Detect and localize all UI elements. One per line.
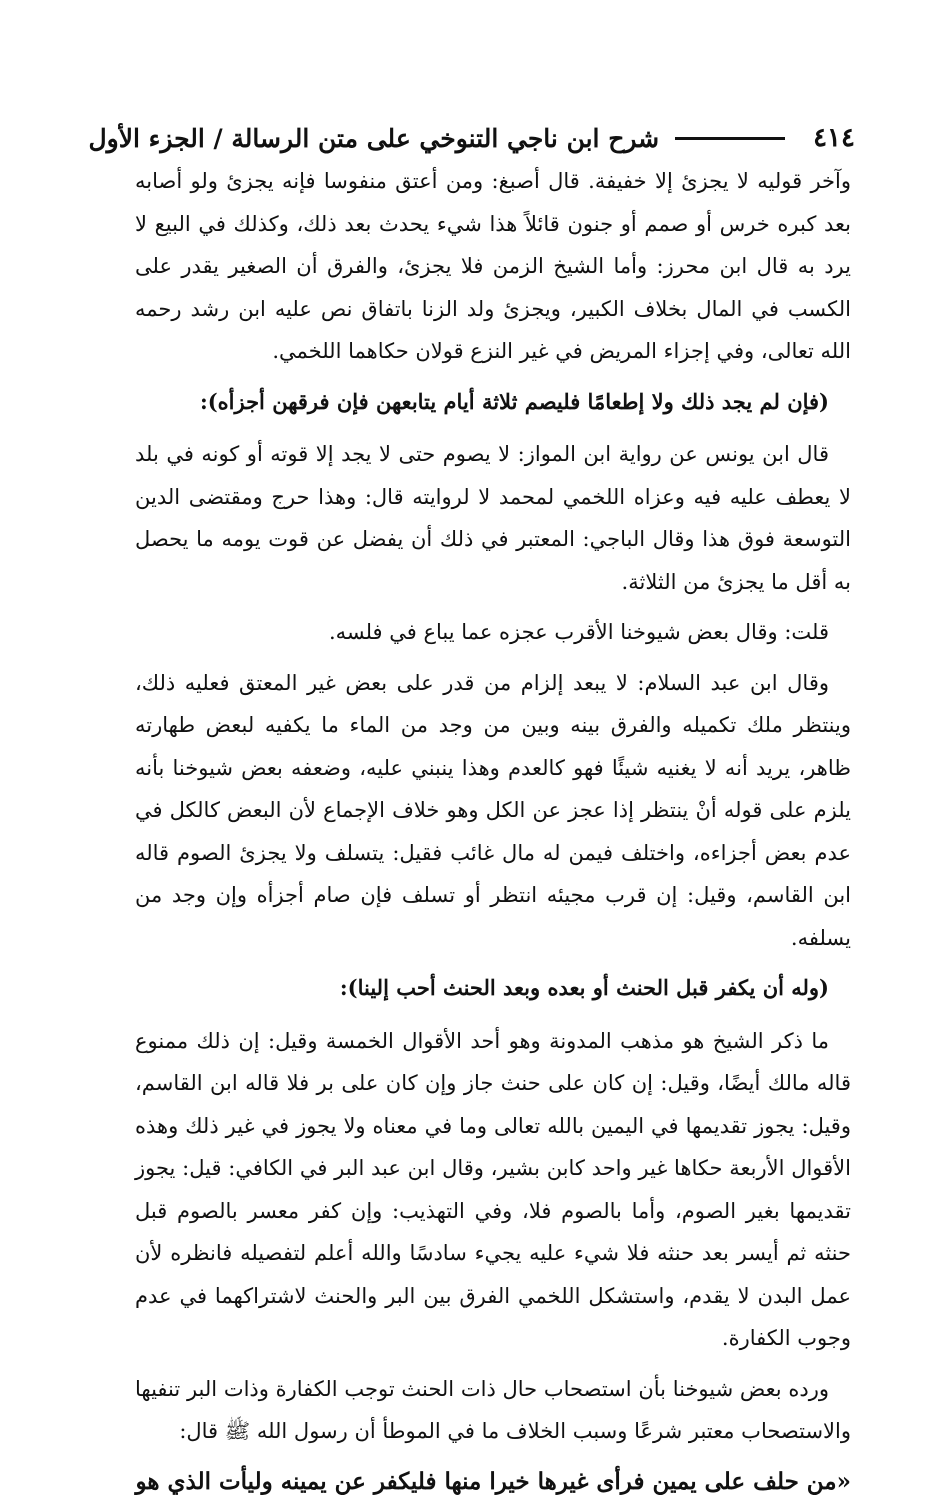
paragraph: قلت: وقال بعض شيوخنا الأقرب عجزه عما يباع في فلسه. — [328, 620, 829, 644]
matn-quote: (فإن لم يجد ذلك ولا إطعامًا فليصم ثلاثة أيام يتابعهن فإن فرقهن أجزأه): — [199, 388, 829, 414]
paragraph: وقال ابن عبد السلام: لا يبعد إلزام من قدر على بعض غير المعتق فعليه ذلك، وينتظر ملك تكميله والفرق بينه وبين من وجد من الماء ما يكفيه لبعض طهارته ظاهر، يريد أنه لا يغنيه شيئًا فهو كالعدم وهذا ينبني عليه، وضعفه بعض شيوخنا بأنه يلزم على قوله أنْ ينتظر إذا عجز عن الكل وهو خلاف الإجماع لأن البعض كالكل في عدم بعض أجزاءه، واختلف فيمن له مال غائب فقيل: يتسلف ولا يجزئ الصوم قاله ابن القاسم، وقيل: إن قرب مجيئه انتظر أو تسلف فإن صام أجزأه وإن وجد من يسلفه. — [135, 670, 851, 950]
hadith-quote: «من حلف على يمين فرأى غيرها خيرا منها فليكفر عن يمينه وليأت الذي هو — [135, 1467, 851, 1495]
page-header — [88, 118, 855, 158]
paragraph: وآخر قوليه لا يجزئ إلا خفيفة. قال أصبغ: ومن أعتق منفوسا فإنه يجزئ ولو أصابه بعد كبره خرس أو صمم أو جنون قائلاً هذا شيء يحدث بعد ذلك، وكذلك في البيع لا يرد به قال ابن محرز: وأما الشيخ الزمن فلا يجزئ، والفرق أن الصغير يقدر على الكسب في المال بخلاف الكبير، ويجزئ ولد الزنا باتفاق نص عليه ابن رشد رحمه الله تعالى، وفي إجزاء المريض في غير النزع قولان حكاهما اللخمي. — [135, 169, 851, 363]
header-rule — [675, 137, 785, 140]
page-body — [135, 160, 851, 1511]
matn-quote: (وله أن يكفر قبل الحنث أو بعده وبعد الحنث أحب إلينا): — [339, 975, 829, 1000]
page-number: ٤١٤ — [813, 123, 855, 153]
paragraph: ما ذكر الشيخ هو مذهب المدونة وهو أحد الأقوال الخمسة وقيل: إن ذلك ممنوع قاله مالك أيضًا، وقيل: إن كان على حنث جاز وإن كان على بر فلا قاله ابن القاسم، وقيل: يجوز تقديمها في اليمين بالله تعالى وما في معناه ولا يجوز في غير ذلك وهذه الأقوال الأربعة حكاها غير واحد كابن بشير، وقال ابن عبد البر في الكافي: قيل: يجوز تقديمها بغير الصوم، وأما بالصوم فلا، وفي التهذيب: وإن كفر معسر بالصوم قبل حنثه ثم أيسر بعد حنثه فلا شيء عليه يجيء سادسًا والله أعلم لتفصيله فانظره لأن عمل البدن لا يقدم، واستشكل اللخمي الفرق بين البر والحنث لاشتراكهما في عدم وجوب الكفارة. — [135, 1028, 851, 1350]
paragraph: ورده بعض شيوخنا بأن استصحاب حال ذات الحنث توجب الكفارة وذات البر تنفيها والاستصحاب معتبر شرعًا وسبب الخلاف ما في الموطأ أن رسول الله ﷺ قال: — [135, 1376, 851, 1443]
paragraph: قال ابن يونس عن رواية ابن المواز: لا يصوم حتى لا يجد إلا قوته أو كونه في بلد لا يعطف عليه فيه وعزاه اللخمي لمحمد لا لروايته قال: وهذا حرج ومقتضى الدين التوسعة فوق هذا وقال الباجي: المعتبر في ذلك أن يفضل عن قوت يومه ما يحصل به أقل ما يجزئ من الثلاثة. — [135, 442, 851, 594]
running-title: شرح ابن ناجي التنوخي على متن الرسالة / الجزء الأول — [88, 123, 660, 153]
